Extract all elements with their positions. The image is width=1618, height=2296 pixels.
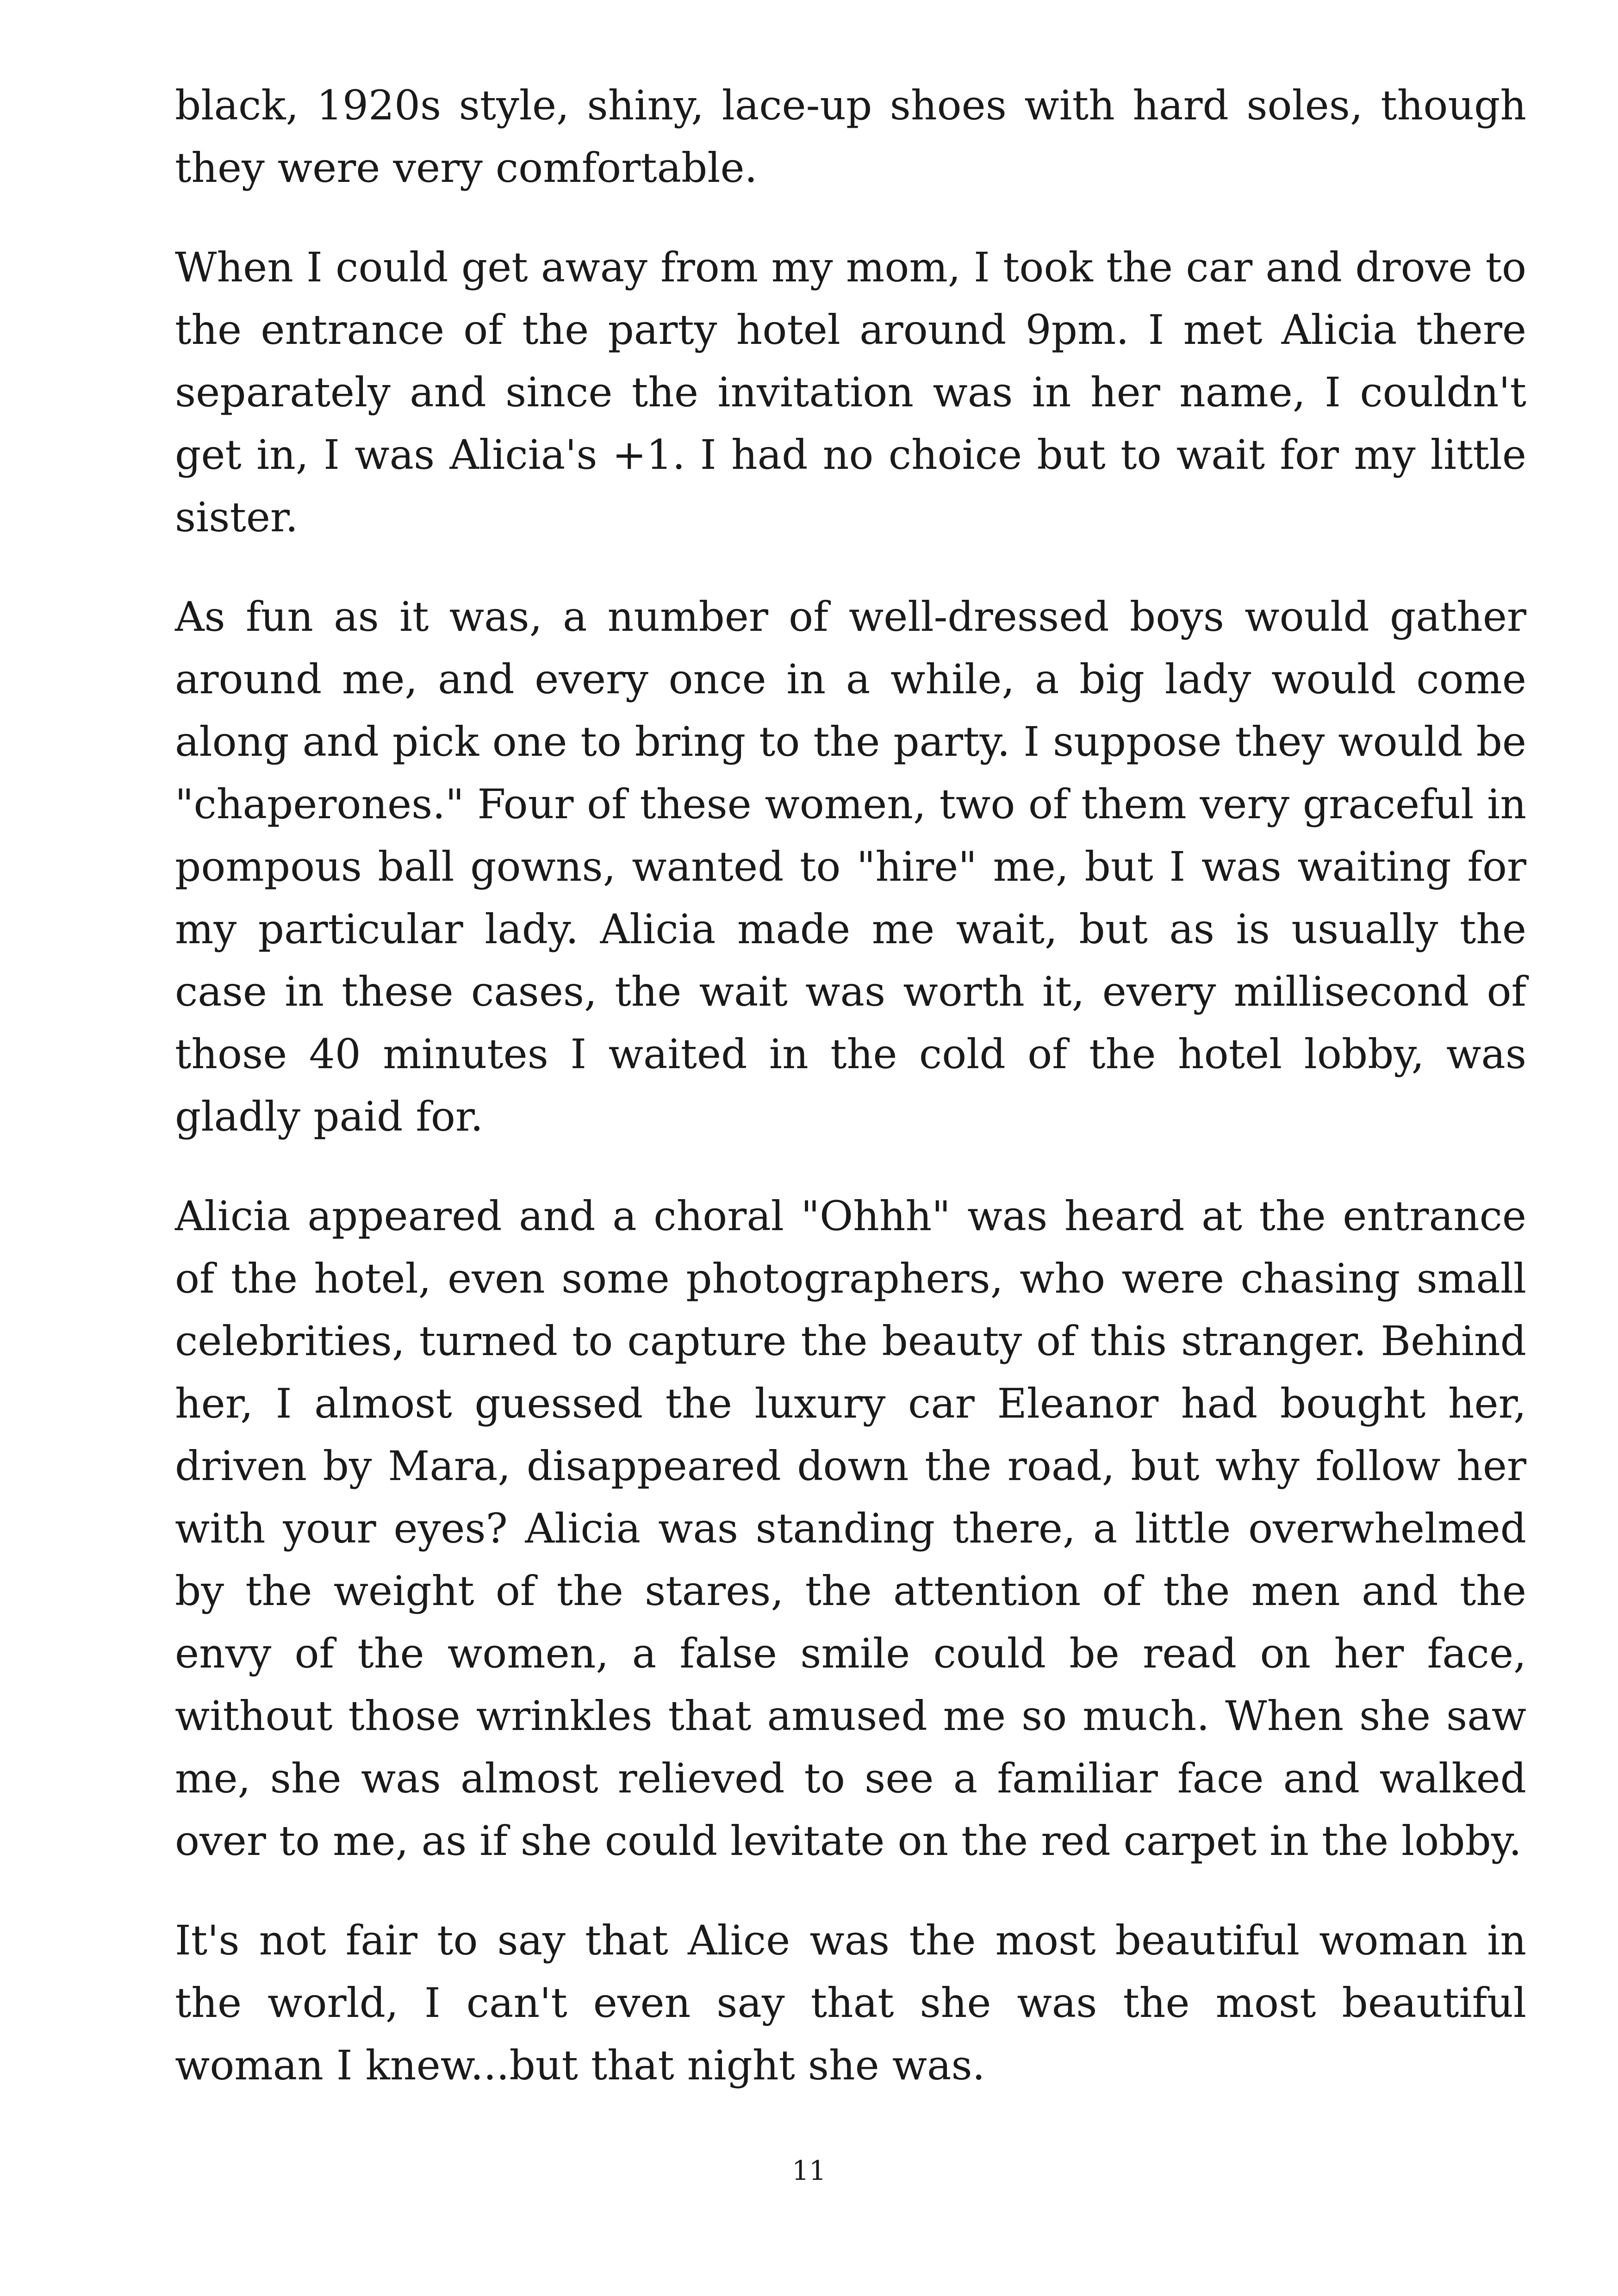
paragraph-4: Alicia appeared and a choral "Ohhh" was heard at the entrance of the hotel, even some photographers, who were chasing small celebrities, turned to capture the beauty of this stranger. Behind her, I almost guessed the luxury car Eleanor had bought her, driven by Mara, disappeared down the road, but why follow her with your eyes? Alicia was standing there, a little overwhelmed by the weight of the stares, the attention of the men and the envy of the women, a false smile could be read on her face, without those wrinkles that amused me so much. When she saw me, she was almost relieved to see a familiar face and walked over to me, as if she could levitate on the red carpet in the lobby.: [175, 1192, 1526, 1865]
body-text: [175, 74, 1526, 2134]
paragraph-2: When I could get away from my mom, I took the car and drove to the entrance of the party hotel around 9pm. I met Alicia there separately and since the invitation was in her name, I couldn't get in, I was Alicia's +1. I had no choice but to wait for my little sister.: [175, 243, 1526, 541]
paragraph-1: black, 1920s style, shiny, lace-up shoes with hard soles, though they were very comfortable.: [175, 81, 1526, 192]
paragraph-3: As fun as it was, a number of well-dressed boys would gather around me, and every once in a while, a big lady would come along and pick one to bring to the party. I suppose they would be "chaperones." Four of these women, two of them very graceful in pompous ball gowns, wanted to "hire" me, but I was waiting for my particular lady. Alicia made me wait, but as is usually the case in these cases, the wait was worth it, every millisecond of those 40 minutes I waited in the cold of the hotel lobby, was gladly paid for.: [175, 593, 1526, 1140]
paragraph-5: It's not fair to say that Alice was the most beautiful woman in the world, I can't even say that she was the most beautiful woman I knew...but that night she was.: [175, 1916, 1526, 2089]
page-number: 11: [792, 2155, 826, 2186]
